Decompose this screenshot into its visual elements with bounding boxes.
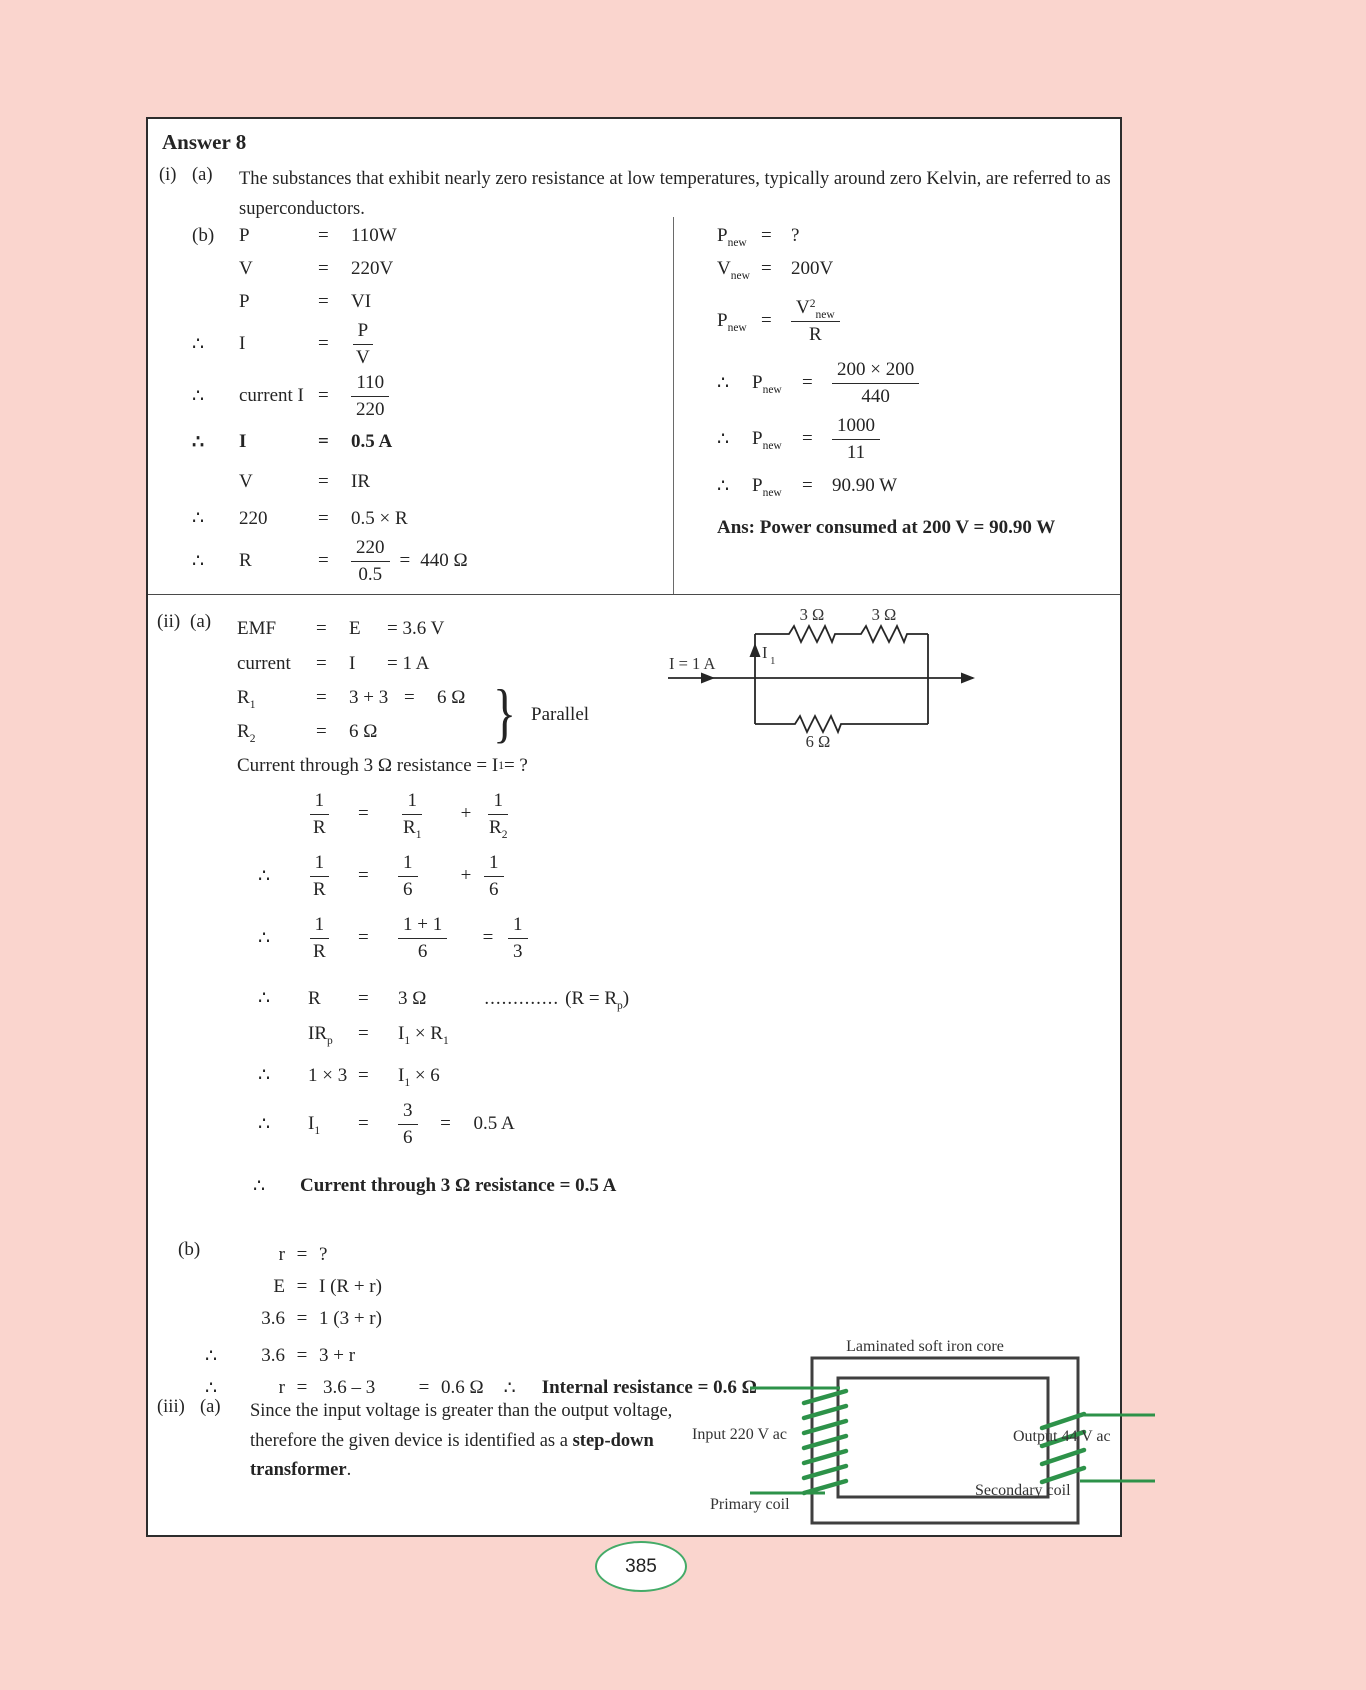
- eq-row: [237, 1095, 707, 1153]
- equals-sign: =: [318, 431, 329, 452]
- fraction-slot: [308, 789, 358, 840]
- primary-turn: [804, 1436, 846, 1448]
- fraction-slot: [484, 789, 534, 840]
- eq-lhs: $V_{new}$: [717, 257, 750, 282]
- roman-numeral-i: (i): [159, 165, 177, 185]
- eq-row: [237, 715, 567, 749]
- fraction: [508, 913, 528, 964]
- equations-right-column: [673, 217, 1120, 594]
- result-row: [237, 1169, 707, 1203]
- fraction-numerator: 3: [398, 1099, 418, 1125]
- fraction: [791, 296, 840, 347]
- parallel-resistor-group: [237, 676, 590, 749]
- eq-rhs: I (R + r): [319, 1276, 382, 1297]
- fraction-denominator: 11: [846, 441, 866, 463]
- bold-term: step-down: [572, 1430, 654, 1451]
- eq-row: [192, 535, 673, 587]
- fraction: [484, 789, 512, 840]
- therefore-symbol: ∴: [717, 372, 730, 394]
- eq-lhs: $P_{new}$: [752, 428, 782, 452]
- subscript: new: [727, 236, 747, 249]
- eq-lhs: $IR_p$: [308, 1022, 333, 1047]
- fraction-numerator: 1: [310, 851, 330, 877]
- fraction-slot: [398, 789, 448, 840]
- therefore-symbol: ∴: [717, 475, 730, 497]
- eq-rhs: = 1 A: [387, 652, 430, 674]
- circuit-wires: [668, 626, 973, 732]
- eq-row: [237, 981, 707, 1016]
- section-ii-a: [157, 611, 707, 1203]
- equals-sign: =: [296, 1308, 308, 1329]
- fraction-numerator: 1: [508, 913, 528, 939]
- fraction: [351, 319, 375, 370]
- equals-sign: =: [316, 652, 327, 674]
- subscript: 1: [415, 828, 422, 841]
- eq-row: [178, 1239, 1078, 1271]
- fraction-denominator: R: [313, 940, 326, 962]
- part-b-label: (b): [178, 1239, 201, 1260]
- eq-lhs: P: [239, 290, 250, 312]
- fraction: [308, 789, 331, 840]
- subscript: new: [730, 269, 750, 282]
- therefore-symbol: ∴: [258, 1113, 271, 1135]
- side-note: $(R = R_p)$: [565, 987, 630, 1012]
- eq-row: [178, 1303, 1078, 1335]
- equals-sign: =: [318, 550, 329, 571]
- fraction-denominator: R: [808, 323, 822, 345]
- therefore-symbol: ∴: [192, 385, 205, 407]
- equals-sign: =: [358, 1064, 369, 1086]
- eq-row: [192, 285, 673, 318]
- equals-sign: =: [296, 1345, 308, 1366]
- equals-sign: =: [318, 471, 329, 492]
- bottom-branch-wire: [755, 716, 928, 732]
- eq-lhs: current: [237, 652, 291, 674]
- fraction: [351, 371, 390, 422]
- eq-mid: 3.6 – 3: [323, 1377, 376, 1398]
- junction-wires: [755, 634, 928, 724]
- eq-lhs: $R_2$: [237, 721, 256, 745]
- resistor-label: 3 Ω: [871, 605, 897, 624]
- parallel-circuit-diagram: [655, 597, 990, 762]
- equals-sign: =: [358, 1113, 369, 1134]
- part-a-label: (a): [190, 611, 212, 632]
- eq-result: 0.5 A: [473, 1113, 515, 1134]
- roman-numeral-ii: (ii): [157, 611, 181, 632]
- plus-sign: +: [460, 803, 472, 824]
- current-arrow: [961, 673, 975, 684]
- eq-lhs: V: [239, 257, 253, 279]
- eq-lhs: $I_1$: [308, 1113, 321, 1137]
- superscript: 2: [809, 297, 816, 310]
- result-text: Internal resistance = 0.6 Ω: [541, 1377, 757, 1398]
- section-iii-a: [157, 1397, 680, 1486]
- therefore-symbol: ∴: [205, 1345, 218, 1367]
- eq-rhs: 6 Ω: [349, 721, 378, 742]
- section-i-b: [148, 217, 1120, 594]
- eq-lhs: r: [278, 1377, 285, 1398]
- equals-sign: =: [318, 333, 329, 354]
- subscript: 1: [404, 1034, 411, 1047]
- secondary-coil-label: Secondary coil: [975, 1482, 1071, 1499]
- eq-rhs: = 3.6 V: [387, 617, 445, 639]
- answer-i-a-paragraph: [239, 165, 1119, 225]
- eq-lhs: P: [239, 224, 250, 246]
- fraction-numerator: 1: [310, 789, 330, 815]
- fraction: [484, 851, 504, 902]
- primary-turn: [804, 1466, 846, 1478]
- subscript: 1: [442, 1034, 449, 1047]
- branch-current-arrow: [750, 643, 761, 657]
- eq-row: [192, 462, 673, 502]
- subscript: new: [762, 487, 782, 499]
- eq-rhs: 110W: [351, 224, 397, 246]
- fraction-numerator: 1000: [832, 414, 880, 440]
- fraction-denominator: 6: [489, 878, 499, 900]
- eq-row: [717, 252, 1120, 285]
- eq-rhs: VI: [351, 290, 372, 312]
- eq-lhs: 3.6: [261, 1345, 285, 1366]
- equals-sign: =: [399, 550, 411, 571]
- eq-rhs: ?: [319, 1244, 328, 1265]
- eq-rhs: IR: [351, 471, 370, 492]
- eq-row-result: [192, 422, 673, 462]
- branch-current-subscript: 1: [770, 655, 776, 667]
- fraction-numerator: $V^2_{new}$: [791, 296, 840, 322]
- fraction-numerator: 1 + 1: [398, 913, 447, 939]
- eq-rhs: 1 (3 + r): [319, 1308, 382, 1329]
- eq-row: [178, 1271, 1078, 1303]
- fraction-numerator: 1: [310, 913, 330, 939]
- fraction-denominator: $R_2$: [489, 816, 508, 841]
- eq-row: [192, 219, 673, 252]
- therefore-symbol: ∴: [258, 988, 271, 1009]
- period: .: [346, 1460, 352, 1481]
- therefore-symbol: ∴: [258, 1065, 271, 1086]
- equals-sign: =: [761, 257, 772, 279]
- eq-rhs: 0.5 A: [351, 431, 393, 452]
- eq-rhs: 90.90 W: [832, 475, 898, 496]
- result-text: Current through 3 Ω resistance = 0.5 A: [300, 1175, 617, 1196]
- equals-sign: =: [358, 987, 369, 1009]
- subscript: new: [762, 440, 782, 452]
- fraction-denominator: 6: [403, 878, 413, 900]
- fraction: [398, 789, 426, 840]
- section-divider: [148, 594, 1120, 595]
- therefore-symbol: ∴: [192, 333, 205, 355]
- top-branch-wire: [755, 626, 928, 642]
- eq-rhs: $I_1 \times R_1$: [398, 1022, 449, 1047]
- eq-row: [192, 370, 673, 422]
- subscript: 1: [249, 699, 256, 711]
- subscript: 2: [249, 733, 256, 745]
- fraction-slot: [398, 913, 468, 964]
- fraction-numerator: 1: [398, 851, 418, 877]
- fraction-denominator: $R_1$: [403, 816, 422, 841]
- primary-coil-label: Primary coil: [710, 1496, 790, 1513]
- eq-lhs: 3.6: [261, 1308, 285, 1329]
- eq-row: [717, 357, 1120, 409]
- therefore-symbol: ∴: [503, 1377, 516, 1399]
- eq-row: [717, 467, 1120, 505]
- eq-result: 440 Ω: [420, 550, 468, 571]
- eq-lhs: 220: [239, 507, 268, 529]
- dotted-leader: .............: [484, 987, 560, 1009]
- eq-rhs: ?: [791, 224, 800, 246]
- fraction: [398, 851, 418, 902]
- answer-statement: Ans: Power consumed at 200 V = 90.90 W: [717, 516, 1056, 538]
- eq-row: [237, 907, 707, 969]
- fraction-denominator: V: [356, 346, 370, 368]
- eq-lhs: r: [278, 1244, 285, 1265]
- therefore-symbol: ∴: [205, 1377, 218, 1399]
- transformer-diagram: [690, 1335, 1165, 1535]
- resistor-label: 3 Ω: [799, 605, 825, 624]
- therefore-symbol: ∴: [253, 1175, 266, 1197]
- eq-row: [237, 611, 707, 646]
- therefore-symbol: ∴: [717, 428, 730, 450]
- eq-row: [237, 1016, 707, 1051]
- subscript: 2: [501, 828, 508, 841]
- fraction-numerator: 200 × 200: [832, 358, 919, 384]
- subscript: new: [727, 322, 747, 334]
- equals-sign: =: [296, 1276, 308, 1297]
- eq-row: [237, 681, 567, 715]
- answer-sheet: [146, 117, 1122, 1537]
- branch-current-label: I: [762, 643, 768, 662]
- equals-sign: =: [358, 927, 369, 948]
- fraction-denominator: R: [313, 878, 326, 900]
- eq-lhs: R: [308, 987, 321, 1009]
- primary-turn: [804, 1481, 846, 1493]
- primary-turn: [804, 1421, 846, 1433]
- eq-rhs: 220V: [351, 257, 394, 279]
- paragraph-line: Since the input voltage is greater than the output voltage,: [250, 1401, 673, 1421]
- answer-iii-a-paragraph: [250, 1397, 680, 1486]
- question-line: Current through 3 Ω resistance = I 1 = ?: [237, 755, 528, 776]
- fraction: [351, 536, 390, 587]
- paragraph-line: The substances that exhibit nearly zero resistance at low temperatures, typically around zero Kelvin, are referred to as: [239, 169, 1111, 189]
- primary-turn: [804, 1391, 846, 1403]
- fraction-denominator: 6: [417, 940, 428, 962]
- subscript: new: [762, 384, 782, 396]
- fraction: [308, 913, 331, 964]
- eq-lhs: E: [273, 1276, 285, 1297]
- subscript: new: [815, 308, 835, 321]
- eq-rhs: 0.6 Ω: [441, 1377, 484, 1398]
- eq-lhs: $P_{new}$: [717, 310, 747, 334]
- eq-row: [192, 318, 673, 370]
- therefore-symbol: ∴: [192, 431, 205, 453]
- equals-sign: =: [358, 865, 369, 886]
- eq-rhs: 3 + r: [319, 1345, 356, 1366]
- parallel-label: Parallel: [531, 704, 590, 725]
- output-voltage-label: Output 44 V ac: [1013, 1428, 1111, 1445]
- fraction: [398, 913, 447, 964]
- equals-sign: =: [761, 310, 772, 331]
- eq-rhs: 0.5 × R: [351, 507, 408, 529]
- subscript: 1: [314, 1125, 321, 1137]
- page-number: 385: [625, 1555, 657, 1577]
- eq-rhs: 6 Ω: [437, 687, 466, 708]
- eq-mid: I: [349, 652, 356, 674]
- fraction-denominator: R: [313, 816, 326, 838]
- part-a-label: (a): [192, 165, 213, 185]
- eq-lhs: I: [239, 333, 246, 354]
- part-b-label: (b): [192, 224, 215, 246]
- therefore-symbol: ∴: [258, 865, 271, 887]
- equals-sign: =: [404, 687, 415, 708]
- fraction-slot: [308, 851, 358, 902]
- therefore-symbol: ∴: [192, 508, 205, 529]
- equals-sign: =: [318, 507, 329, 529]
- curly-brace: }: [493, 676, 517, 749]
- subscript: p: [327, 1034, 333, 1047]
- fraction-numerator: 220: [351, 536, 390, 562]
- eq-row: [237, 1058, 707, 1093]
- eq-rhs: 3 Ω: [398, 987, 427, 1009]
- eq-lhs: I: [239, 431, 247, 452]
- fraction-numerator: P: [353, 319, 374, 345]
- eq-row: [717, 413, 1120, 465]
- eq-row: [717, 289, 1120, 353]
- eq-lhs: $P_{new}$: [752, 372, 782, 396]
- eq-rhs: $I_1 \times 6$: [398, 1064, 440, 1089]
- equals-sign: =: [316, 687, 327, 708]
- eq-lhs: current I: [239, 385, 304, 406]
- part-a-label: (a): [200, 1397, 221, 1417]
- eq-lhs: $R_1$: [237, 687, 256, 711]
- eq-row: [717, 219, 1120, 252]
- eq-lhs: EMF: [237, 617, 277, 639]
- equals-sign: =: [318, 385, 329, 406]
- equals-sign: =: [316, 617, 327, 639]
- eq-lhs: V: [239, 471, 253, 492]
- fraction-slot: [398, 851, 448, 902]
- therefore-symbol: ∴: [258, 927, 271, 949]
- fraction-denominator: 3: [513, 940, 523, 962]
- eq-rhs: 200V: [791, 257, 834, 279]
- equals-sign: =: [440, 1113, 451, 1134]
- therefore-symbol: ∴: [192, 550, 205, 572]
- primary-turn: [804, 1451, 846, 1463]
- equals-sign: =: [761, 224, 772, 246]
- fraction-numerator: 1: [484, 851, 504, 877]
- eq-lhs: $P_{new}$: [717, 224, 747, 249]
- core-label: Laminated soft iron core: [846, 1338, 1004, 1355]
- eq-lhs: $P_{new}$: [752, 475, 782, 499]
- eq-lhs: R: [239, 550, 252, 571]
- fraction-denominator: 6: [403, 1126, 413, 1148]
- equals-sign: =: [482, 927, 494, 948]
- fraction-denominator: 220: [356, 398, 385, 420]
- equals-sign: =: [358, 803, 369, 824]
- fraction-denominator: 440: [861, 385, 890, 407]
- equals-sign: =: [296, 1244, 308, 1265]
- fraction-slot: [308, 913, 358, 964]
- equals-sign: =: [316, 721, 327, 742]
- fraction-slot: [484, 851, 534, 902]
- bold-term: transformer: [250, 1460, 347, 1481]
- equals-sign: =: [802, 428, 813, 449]
- equals-sign: =: [318, 257, 329, 279]
- eq-mid: 3 + 3: [349, 687, 389, 708]
- eq-row: [237, 646, 707, 681]
- fraction: [832, 414, 880, 465]
- eq-mid: E: [349, 617, 361, 639]
- equals-sign: =: [318, 224, 329, 246]
- plus-sign: +: [460, 865, 472, 886]
- roman-numeral-iii: (iii): [157, 1397, 185, 1417]
- equals-sign: =: [358, 1022, 369, 1044]
- fraction-numerator: 1: [488, 789, 508, 815]
- equals-sign: =: [318, 290, 329, 312]
- fraction: [308, 851, 331, 902]
- eq-row: [192, 502, 673, 535]
- equations-block: [237, 611, 707, 1203]
- fraction-denominator: 0.5: [358, 563, 383, 585]
- current-arrow: [701, 673, 715, 684]
- eq-row: [237, 783, 707, 845]
- eq-row: [237, 845, 707, 907]
- fraction: [398, 1099, 418, 1150]
- equals-sign: =: [802, 475, 813, 496]
- fraction-numerator: 110: [351, 371, 389, 397]
- fraction-slot: [508, 913, 558, 964]
- current-label: I = 1 A: [669, 654, 716, 673]
- eq-lhs: 1 × 3: [308, 1064, 348, 1086]
- subscript: 1: [404, 1076, 411, 1089]
- answer-title: Answer 8: [162, 130, 247, 154]
- paragraph-line: therefore the given device is identified as a: [250, 1430, 573, 1451]
- equals-sign: =: [296, 1377, 308, 1398]
- resistor-label: 6 Ω: [805, 732, 831, 751]
- input-voltage-label: Input 220 V ac: [692, 1426, 787, 1443]
- equals-sign: =: [802, 372, 813, 393]
- section-i-a: [159, 165, 1119, 225]
- eq-row: [192, 252, 673, 285]
- equals-sign: =: [418, 1377, 430, 1398]
- primary-turn: [804, 1406, 846, 1418]
- fraction-numerator: 1: [402, 789, 422, 815]
- fraction: [832, 358, 919, 409]
- subscript: p: [617, 999, 623, 1012]
- equations-left-column: [148, 217, 673, 594]
- page-number-badge: [595, 1541, 687, 1592]
- paragraph-line: superconductors.: [239, 198, 365, 219]
